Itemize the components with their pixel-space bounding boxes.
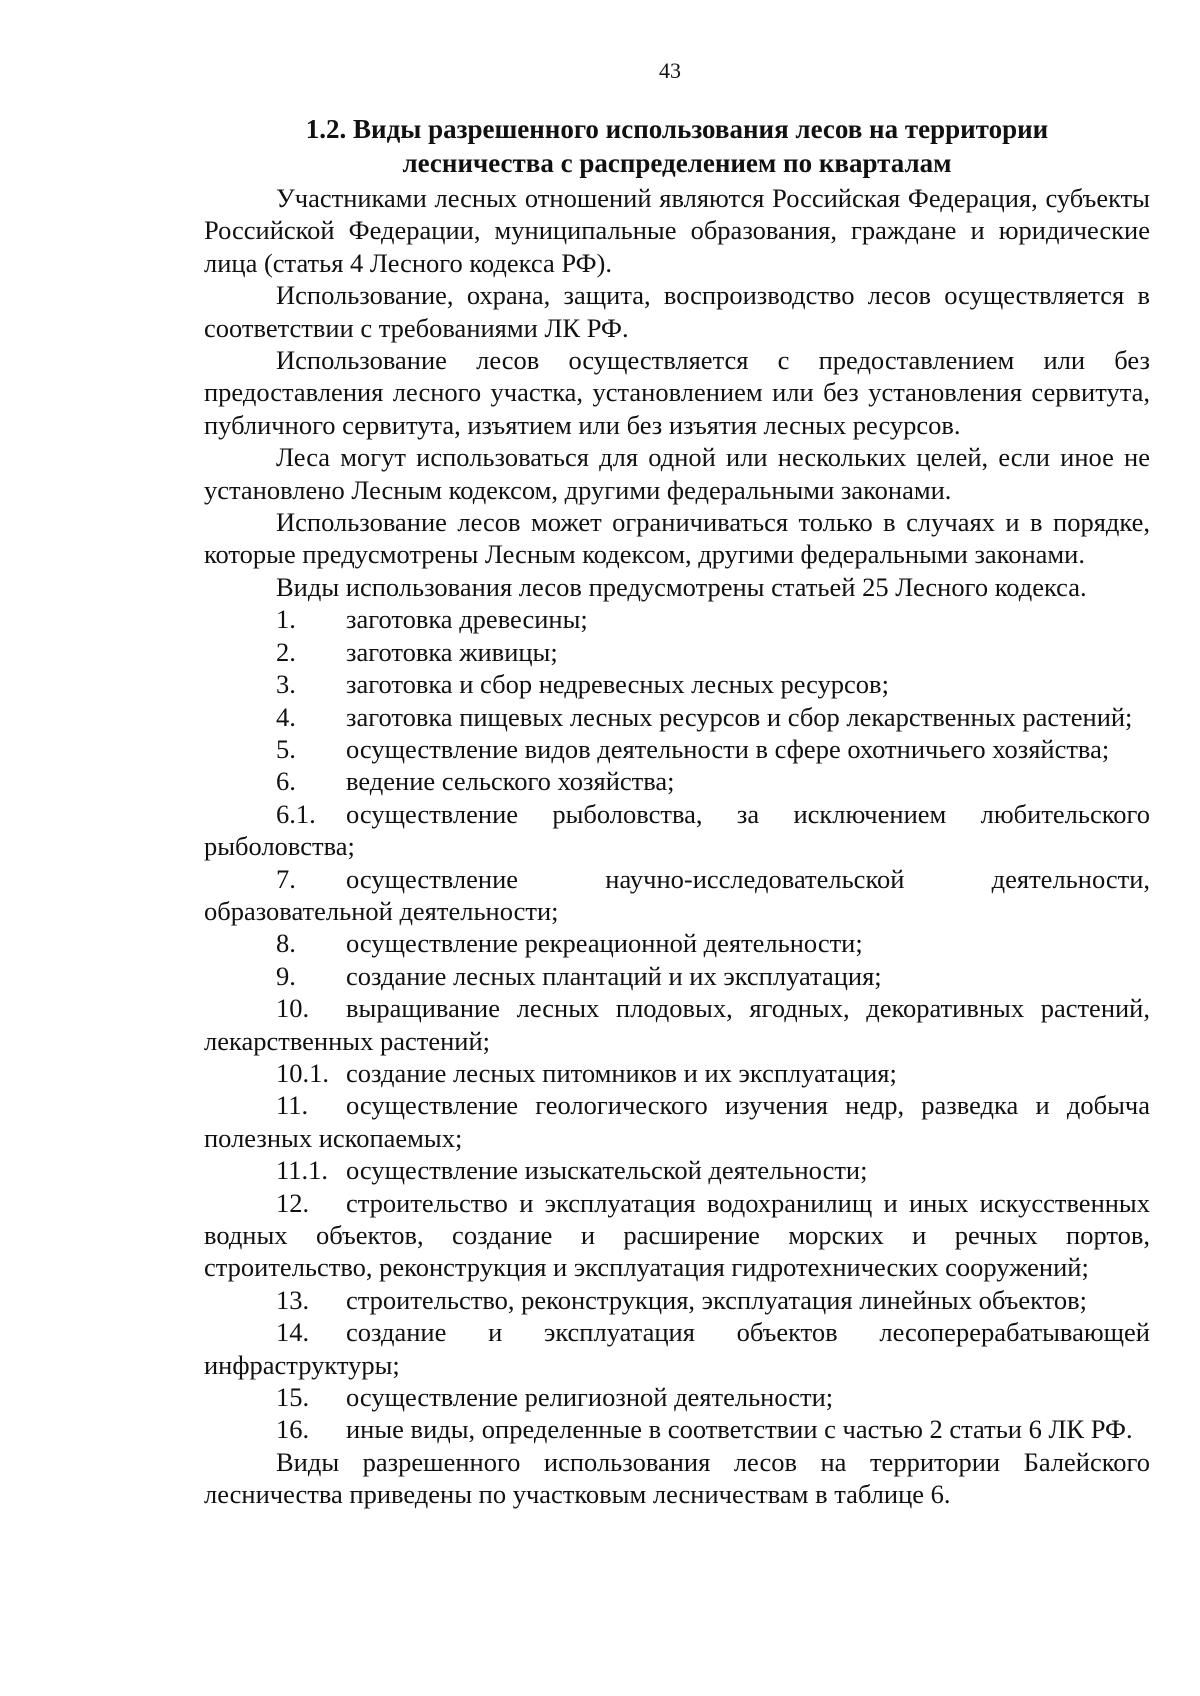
list-item <box>204 1187 1150 1284</box>
list-item <box>204 1413 1150 1445</box>
list-item <box>204 1381 1150 1413</box>
list-item <box>204 960 1150 992</box>
list-item <box>204 798 1150 863</box>
list-item-number: 9. <box>276 960 296 991</box>
list-item-text: осуществление религиозной деятельности; <box>346 1382 834 1413</box>
list-item-text: заготовка древесины; <box>346 604 588 635</box>
list-item <box>204 1284 1150 1316</box>
list-item-number: 11. <box>276 1090 309 1121</box>
list-item <box>204 1089 1150 1154</box>
paragraph: Использование лесов может ограничиваться только в случаях и в порядке, которые предусмотрены Лесным кодексом, другими федеральными законами. <box>204 507 1150 570</box>
paragraph: Использование лесов осуществляется с предоставлением или без предоставления лесного участка, установлением или без установления сервитута, публичного сервитута, изъятием или без изъятия лесных ресурсов. <box>204 345 1150 440</box>
list-item <box>204 863 1150 928</box>
list-item-text: заготовка живицы; <box>346 636 558 667</box>
paragraph: Леса могут использоваться для одной или нескольких целей, если иное не установлено Лесным кодексом, другими федеральными законами. <box>204 442 1150 505</box>
list-item-text: строительство, реконструкция, эксплуатация линейных объектов; <box>346 1284 1088 1315</box>
list-item-text: выращивание лесных плодовых, ягодных, декоративных растений, лекарственных растений; <box>204 993 1150 1056</box>
list-item-number: 13. <box>276 1284 310 1315</box>
list-item <box>204 1154 1150 1186</box>
closing-paragraph: Виды разрешенного использования лесов на территории Балейского лесничества приведены по участковым лесничествам в таблице 6. <box>204 1446 1150 1510</box>
list-item-number: 1. <box>276 604 296 635</box>
list-item-number: 10.1. <box>276 1057 329 1088</box>
document-body <box>204 112 1150 1511</box>
list-item-text: ведение сельского хозяйства; <box>346 766 675 797</box>
list-item-text: создание лесных плантаций и их эксплуатация; <box>346 960 882 991</box>
list-item <box>204 1316 1150 1381</box>
list-item-number: 7. <box>276 863 296 894</box>
section-heading-line-1: 1.2. Виды разрешенного использования лесов на территории <box>305 114 1049 144</box>
list-item <box>204 636 1150 668</box>
list-item-text: строительство и эксплуатация водохранилищ и иных искусственных водных объектов, создание и расширение морских и речных портов, строительство, реконструкция и эксплуатация гидротехнических сооружений; <box>204 1187 1150 1283</box>
list-item-text: осуществление рыболовства, за исключением любительского рыболовства; <box>204 798 1150 862</box>
page-number: 43 <box>659 58 681 83</box>
paragraph: Использование, охрана, защита, воспроизводство лесов осуществляется в соответствии с требованиями ЛК РФ. <box>204 280 1150 343</box>
list-item-text: осуществление изыскательской деятельности; <box>346 1155 868 1186</box>
list-item <box>204 1057 1150 1089</box>
list-item-text: осуществление видов деятельности в сфере охотничьего хозяйства; <box>346 733 1110 764</box>
list-item-number: 14. <box>276 1317 310 1348</box>
list-item <box>204 927 1150 959</box>
paragraph: Виды использования лесов предусмотрены статьей 25 Лесного кодекса. <box>276 571 1087 602</box>
paragraph: Участниками лесных отношений являются Российская Федерация, субъекты Российской Федерации, муниципальные образования, граждане и юридические лица (статья 4 Лесного кодекса РФ). <box>204 183 1150 278</box>
list-item-number: 11.1. <box>276 1155 329 1186</box>
list-item-number: 10. <box>276 993 310 1024</box>
list-item <box>204 603 1150 635</box>
list-item-text: заготовка пищевых лесных ресурсов и сбор лекарственных растений; <box>346 701 1133 732</box>
list-item-number: 6. <box>276 766 296 797</box>
list-item-number: 16. <box>276 1414 310 1445</box>
list-item-number: 6.1. <box>276 798 316 829</box>
list-item-text: иные виды, определенные в соответствии с частью 2 статьи 6 ЛК РФ. <box>346 1414 1133 1445</box>
list-item-number: 3. <box>276 669 296 700</box>
list-item-text: осуществление научно-исследовательской деятельности, образовательной деятельности; <box>204 863 1150 926</box>
list-item <box>204 733 1150 765</box>
list-item-number: 12. <box>276 1187 310 1218</box>
section-heading-line-2: лесничества с распределением по кварталам <box>402 148 952 178</box>
section-heading <box>204 112 1150 180</box>
list-item-text: заготовка и сбор недревесных лесных ресурсов; <box>346 669 889 700</box>
list-item-number: 15. <box>276 1382 310 1413</box>
list-item-number: 5. <box>276 733 296 764</box>
list-item-text: создание и эксплуатация объектов лесоперерабатывающей инфраструктуры; <box>204 1317 1150 1380</box>
list-item-text: осуществление геологического изучения недр, разведка и добыча полезных ископаемых; <box>204 1090 1150 1153</box>
list-item-text: осуществление рекреационной деятельности; <box>346 928 863 959</box>
list-item-number: 2. <box>276 636 296 667</box>
list-item-number: 8. <box>276 928 296 959</box>
list-item <box>204 992 1150 1057</box>
list-item <box>204 668 1150 700</box>
list-item-text: создание лесных питомников и их эксплуатация; <box>346 1057 897 1088</box>
list-item-number: 4. <box>276 701 296 732</box>
forest-use-types-list <box>204 603 1150 1446</box>
list-item <box>204 701 1150 733</box>
list-item <box>204 765 1150 797</box>
